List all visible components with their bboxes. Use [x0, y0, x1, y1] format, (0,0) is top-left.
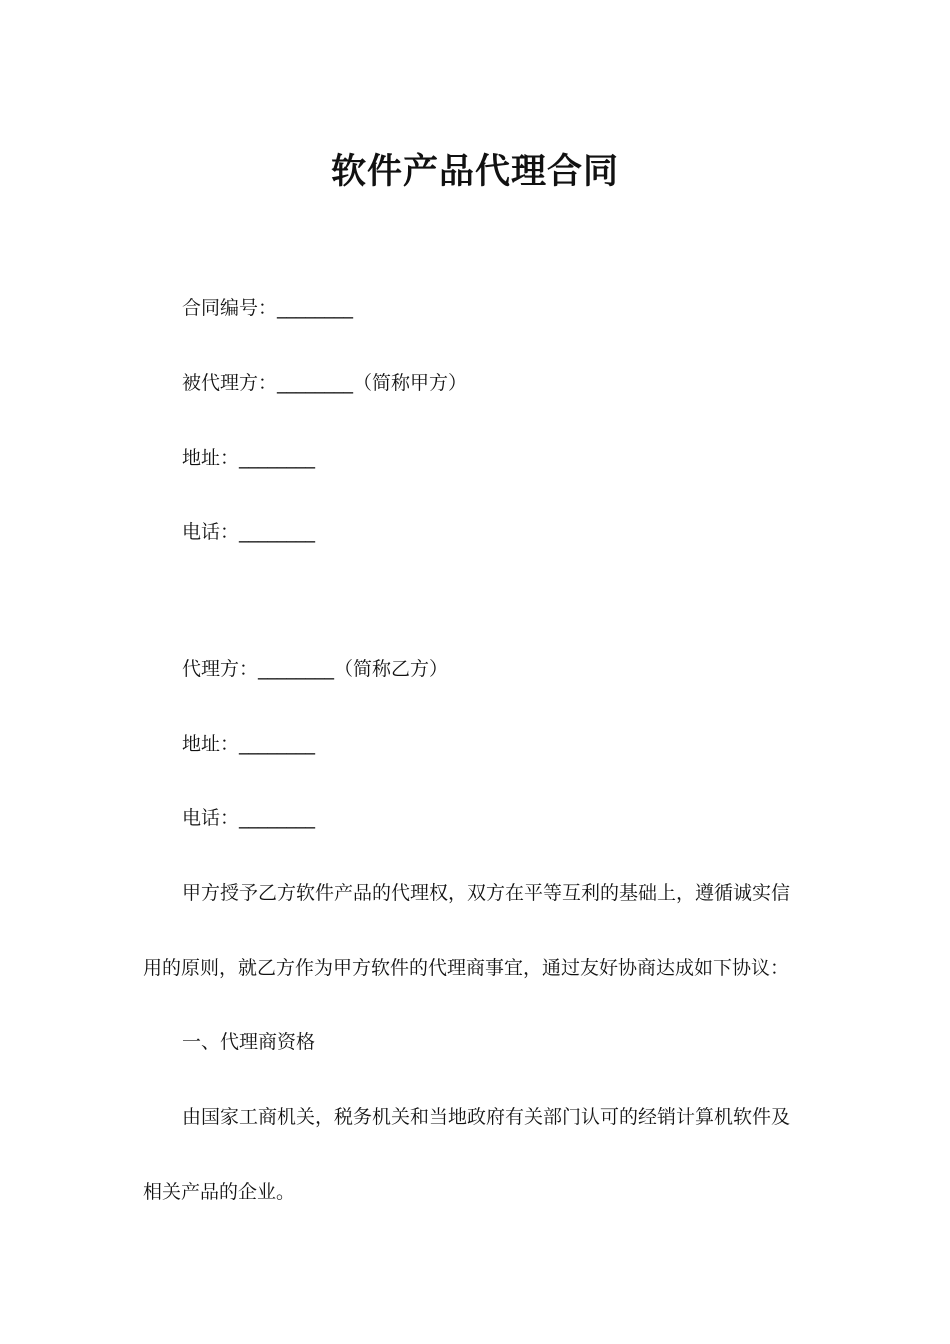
- intro-paragraph-line-2: 用的原则，就乙方作为甲方软件的代理商事宜，通过友好协商达成如下协议：: [143, 957, 790, 979]
- agent-phone-line: 电话：________: [182, 807, 316, 829]
- section-paragraph-line-1: 由国家工商机关，税务机关和当地政府有关部门认可的经销计算机软件及: [182, 1106, 791, 1128]
- principal-phone-line: 电话：________: [182, 521, 316, 543]
- principal-party-line: 被代理方：________（简称甲方）: [182, 372, 468, 394]
- contract-number-line: 合同编号：________: [182, 297, 354, 319]
- agent-party-line: 代理方：________（简称乙方）: [182, 658, 449, 680]
- intro-paragraph-line-1: 甲方授予乙方软件产品的代理权，双方在平等互利的基础上，遵循诚实信: [182, 882, 791, 904]
- agent-address-line: 地址：________: [182, 733, 316, 755]
- principal-address-line: 地址：________: [182, 447, 316, 469]
- section-heading: 一、代理商资格: [182, 1031, 316, 1053]
- section-paragraph-line-2: 相关产品的企业。: [143, 1181, 296, 1203]
- document-title: 软件产品代理合同: [330, 152, 619, 192]
